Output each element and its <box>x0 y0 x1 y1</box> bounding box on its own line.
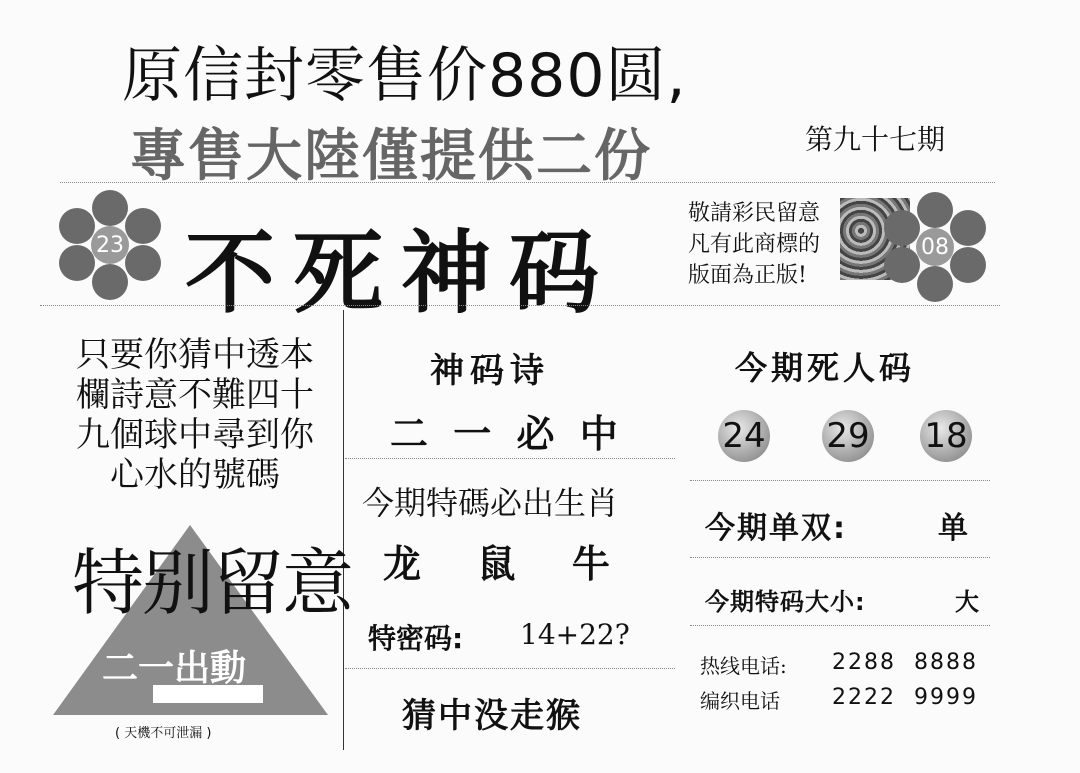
hotline-value: 2288 8888 <box>832 650 978 675</box>
intro-line: 只要你猜中透本 <box>76 335 314 375</box>
intro-line: 九個球中尋到你 <box>76 415 314 455</box>
flower-number-right: 08 <box>916 228 954 266</box>
notice-text <box>688 198 820 291</box>
issue-number: 第九十七期 <box>805 123 946 156</box>
intro-line: 欄詩意不難四十 <box>76 375 314 415</box>
exclusive-headline: 專售大陸僅提供二份 <box>130 123 652 189</box>
zodiac-animals: 龙 鼠 牛 <box>383 542 620 586</box>
special-notice-title: 特别留意 <box>72 541 353 625</box>
pyramid-text: 二一出動 <box>102 648 247 689</box>
intro-text <box>50 335 340 495</box>
hotline-label: 热线电话: <box>700 654 787 678</box>
zodiac-title: 今期特碼必出生肖 <box>362 484 619 522</box>
size-value: 大 <box>955 588 979 616</box>
editor-phone-label: 编织电话 <box>700 689 780 713</box>
flower-badge-right <box>880 192 990 302</box>
secret-code-label: 特密码: <box>368 622 464 655</box>
dead-number-ball: 18 <box>920 410 972 462</box>
notice-line: 敬請彩民留意 <box>688 201 821 226</box>
dead-number-ball: 24 <box>718 410 770 462</box>
secret-code-value: 14+22? <box>520 618 630 651</box>
notice-line: 版面為正版! <box>688 263 807 288</box>
size-label: 今期特码大小: <box>705 588 866 616</box>
price-headline: 原信封零售价880圆, <box>122 41 687 111</box>
dead-number-title: 今期死人码 <box>735 349 916 387</box>
intro-line: 心水的號碼 <box>110 455 280 495</box>
poem-line: 二 一 必 中 <box>390 412 624 456</box>
poem-title: 神码诗 <box>430 351 550 391</box>
odd-even-label: 今期单双: <box>705 511 847 546</box>
bottom-hint: 猜中没走猴 <box>402 696 582 736</box>
flower-number-left: 23 <box>91 226 129 264</box>
dead-number-ball: 29 <box>822 410 874 462</box>
editor-phone-value: 2222 9999 <box>832 685 978 710</box>
flower-badge-left <box>55 190 165 300</box>
notice-line: 凡有此商標的 <box>688 232 821 257</box>
odd-even-value: 单 <box>938 511 968 546</box>
banner-title: 不死神码 <box>185 221 617 326</box>
footnote: ( 天機不可泄漏 ) <box>115 726 212 741</box>
